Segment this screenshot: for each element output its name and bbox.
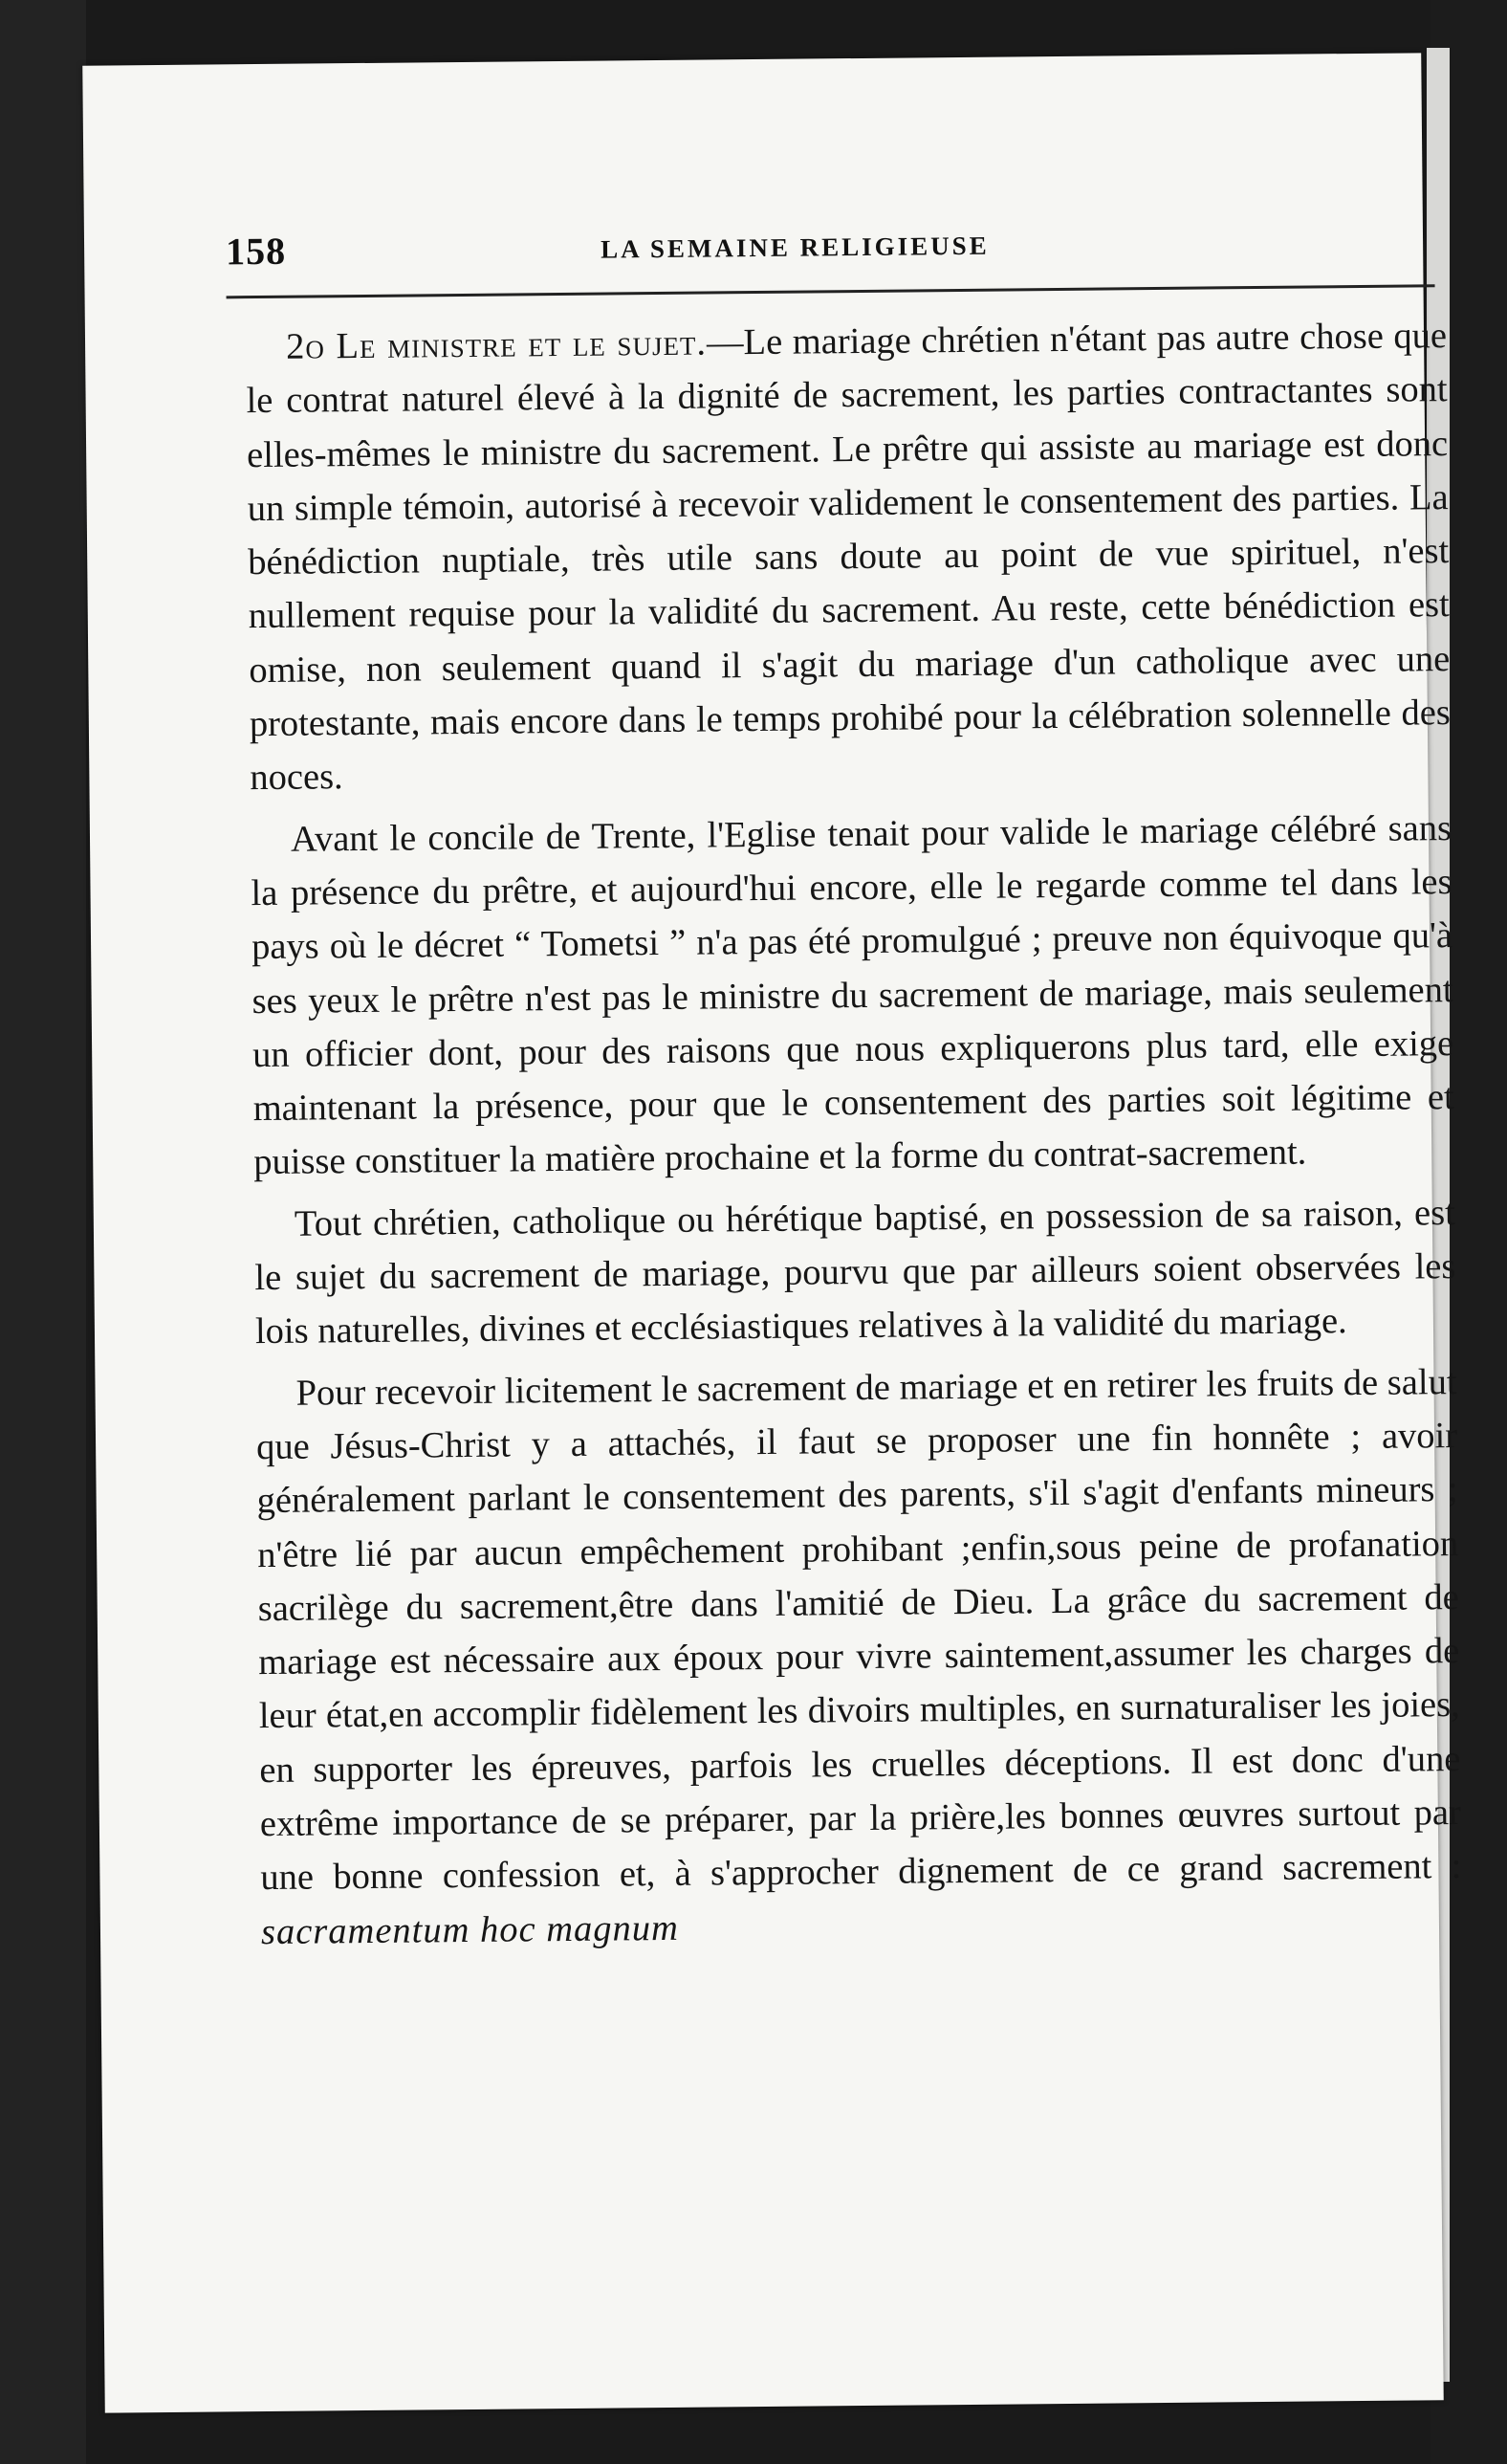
paragraph-text: Tout chrétien, catholique ou hérétique baptisé, en possession de sa raison, est le sujet du sacrement de mariage, pourvu que par ailleurs soient observées les lois naturelles, divines et ecclésiastiques relatives à la validité du mariage. [254,1192,1456,1353]
scanned-page [82,53,1462,2412]
scan-background-left [0,0,86,2464]
header-rule [227,284,1435,298]
body-text [246,309,1462,1967]
running-head: LA SEMAINE RELIGIEUSE [600,231,990,264]
paragraph-ministre-sujet [246,309,1452,805]
paragraph-text: Pour recevoir licitement le sacrement de mariage et en retirer les fruits de salut que Jésus-Christ y a attachés, il faut se proposer une fin honnête ; avoir généralement parlant le consentement des parents, s'il s'agit d'enfants mineurs ; n'être lié par aucun empêchement prohibant ;enfin,sous peine de profanation sacrilège du sacrement,être dans l'amitié de Dieu. La grâce du sacrement de mariage est nécessaire aux époux pour vivre saintement,assumer les charges de leur état,en accomplir fidèlement les divoirs multiples, en surnaturaliser les joies, en supporter les épreuves, parfois les cruelles déceptions. Il est donc d'une extrême importance de se préparer, par la prière,les bonnes œuvres surtout par une bonne confession et, à s'approcher dignement de ce grand sacrement : [255,1361,1462,1899]
page-header [226,218,1336,286]
page-number: 158 [225,229,287,274]
section-heading: 2o Le ministre et le sujet. [285,322,708,367]
paragraph-sujet-sacrement [254,1186,1457,1359]
paragraph-text: Avant le concile de Trente, l'Eglise tenait pour valide le mariage célébré sans la présence du prêtre, et aujourd'hui encore, elle le regarde comme tel dans les pays où le décret “ Tometsi ” n'a pas été promulgué ; preuve non équivoque qu'à ses yeux le prêtre n'est pas le ministre du sacrement de mariage, mais seulement un officier dont, pour des raisons que nous expliquerons plus tard, elle exige maintenant la présence, pour que le consentement des parties soit légitime et puisse constituer la matière prochaine et la forme du contrat-sacrement. [251,807,1454,1183]
paragraph-text: —Le mariage chrétien n'étant pas autre chose que le contrat naturel élevé à la dignité de sacrement, les parties contractantes sont elles-mêmes le ministre du sacrement. Le prêtre qui assiste au mariage est donc un simple témoin, autorisé à recevoir validement le consentement des parties. La bénédiction nuptiale, très utile sans doute au point de vue spirituel, n'est nullement requise pour la validité du sacrement. Au reste, cette bénédiction est omise, non seulement quand il s'agit du mariage d'un catholique avec une protestante, mais encore dans le temps prohibé pour la célébration solennelle des noces. [246,316,1452,799]
latin-quote: sacramentum hoc magnum [260,1907,680,1952]
paragraph-recevoir-licitement [255,1355,1462,1959]
paragraph-concile-trente [251,802,1455,1190]
